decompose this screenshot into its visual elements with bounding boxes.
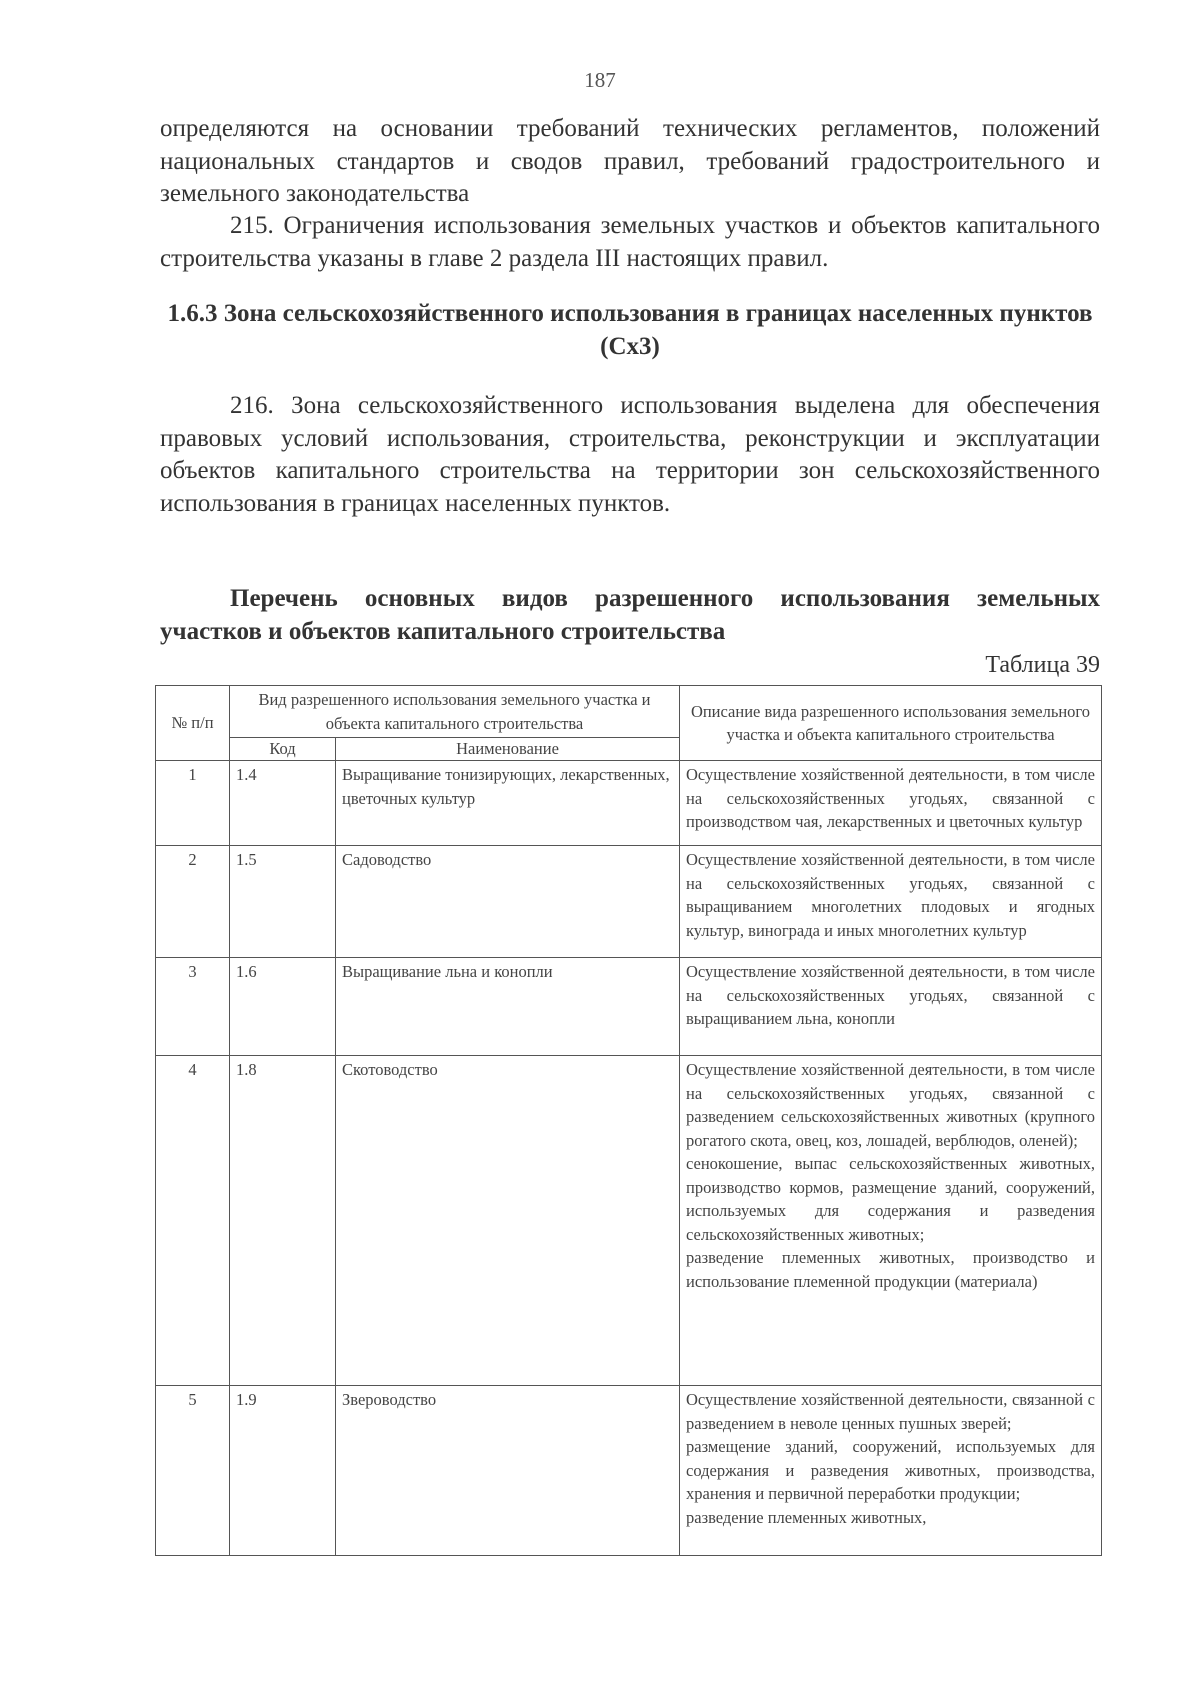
- permitted-use-table: [155, 685, 1102, 1556]
- header-num: № п/п: [156, 686, 230, 761]
- row-number: 4: [156, 1056, 230, 1386]
- row-code: 1.9: [230, 1386, 336, 1556]
- table-row: [156, 761, 1102, 846]
- description-paragraph: Осуществление хозяйственной деятельности, в том числе на сельскохозяйственных угодьях, связанной с выращиванием льна, конопли: [686, 962, 1095, 1028]
- list-heading: Перечень основных видов разрешенного использования земельных участков и объектов капитального строительства: [160, 585, 1100, 645]
- description-paragraph: Осуществление хозяйственной деятельности, связанной с разведением в неволе ценных пушных зверей;: [686, 1390, 1095, 1433]
- row-number: 5: [156, 1386, 230, 1556]
- description-paragraph: Осуществление хозяйственной деятельности, в том числе на сельскохозяйственных угодьях, связанной с производством чая, лекарственных и цветочных культур: [686, 765, 1095, 831]
- table-row: [156, 1056, 1102, 1386]
- page-number: 187: [584, 68, 616, 92]
- description-paragraph: Осуществление хозяйственной деятельности, в том числе на сельскохозяйственных угодьях, связанной с разведением сельскохозяйственных животных (крупного рогатого скота, овец, коз, лошадей, верблюдов, оленей);: [686, 1060, 1095, 1150]
- row-name: Выращивание тонизирующих, лекарственных, цветочных культур: [336, 761, 680, 846]
- description-paragraph: Осуществление хозяйственной деятельности, в том числе на сельскохозяйственных угодьях, связанной с выращиванием многолетних плодовых и ягодных культур, винограда и иных многолетних культур: [686, 850, 1095, 940]
- description-paragraph: размещение зданий, сооружений, используемых для содержания и разведения животных, производства, хранения и первичной переработки продукции;: [686, 1437, 1095, 1503]
- paragraph-216: 216. Зона сельскохозяйственного использования выделена для обеспечения правовых условий использования, строительства, реконструкции и эксплуатации объектов капитального строительства на территории зон сельскохозяйственного использования в границах населенных пунктов.: [160, 392, 1100, 517]
- row-description: [680, 958, 1102, 1056]
- description-paragraph: сенокошение, выпас сельскохозяйственных животных, производство кормов, размещение зданий, сооружений, используемых для содержания и разведения сельскохозяйственных животных;: [686, 1154, 1095, 1244]
- table-row: [156, 846, 1102, 958]
- table-row: [156, 958, 1102, 1056]
- row-number: 3: [156, 958, 230, 1056]
- row-code: 1.8: [230, 1056, 336, 1386]
- row-code: 1.5: [230, 846, 336, 958]
- row-number: 2: [156, 846, 230, 958]
- row-name: Садоводство: [336, 846, 680, 958]
- section-heading: 1.6.3 Зона сельскохозяйственного использования в границах населенных пунктов (Сх3): [167, 300, 1093, 360]
- description-paragraph: разведение племенных животных,: [686, 1507, 927, 1527]
- row-name: Выращивание льна и конопли: [336, 958, 680, 1056]
- row-description: [680, 761, 1102, 846]
- row-code: 1.4: [230, 761, 336, 846]
- row-name: Звероводство: [336, 1386, 680, 1556]
- header-description: Описание вида разрешенного использования земельного участка и объекта капитального строительства: [680, 686, 1102, 761]
- paragraph-215: 215. Ограничения использования земельных участков и объектов капитального строительства указаны в главе 2 раздела III настоящих правил.: [160, 212, 1100, 272]
- row-description: [680, 1386, 1102, 1556]
- row-code: 1.6: [230, 958, 336, 1056]
- table-row: [156, 1386, 1102, 1556]
- description-paragraph: разведение племенных животных, производство и использование племенной продукции (материала): [686, 1248, 1095, 1291]
- header-name: Наименование: [336, 738, 680, 761]
- header-code: Код: [230, 738, 336, 761]
- row-number: 1: [156, 761, 230, 846]
- row-name: Скотоводство: [336, 1056, 680, 1386]
- paragraph-intro: определяются на основании требований технических регламентов, положений национальных стандартов и сводов правил, требований градостроительного и земельного законодательства: [160, 115, 1100, 207]
- table-label: Таблица 39: [985, 652, 1100, 678]
- row-description: [680, 1056, 1102, 1386]
- header-kind: Вид разрешенного использования земельного участка и объекта капитального строительства: [230, 686, 680, 738]
- row-description: [680, 846, 1102, 958]
